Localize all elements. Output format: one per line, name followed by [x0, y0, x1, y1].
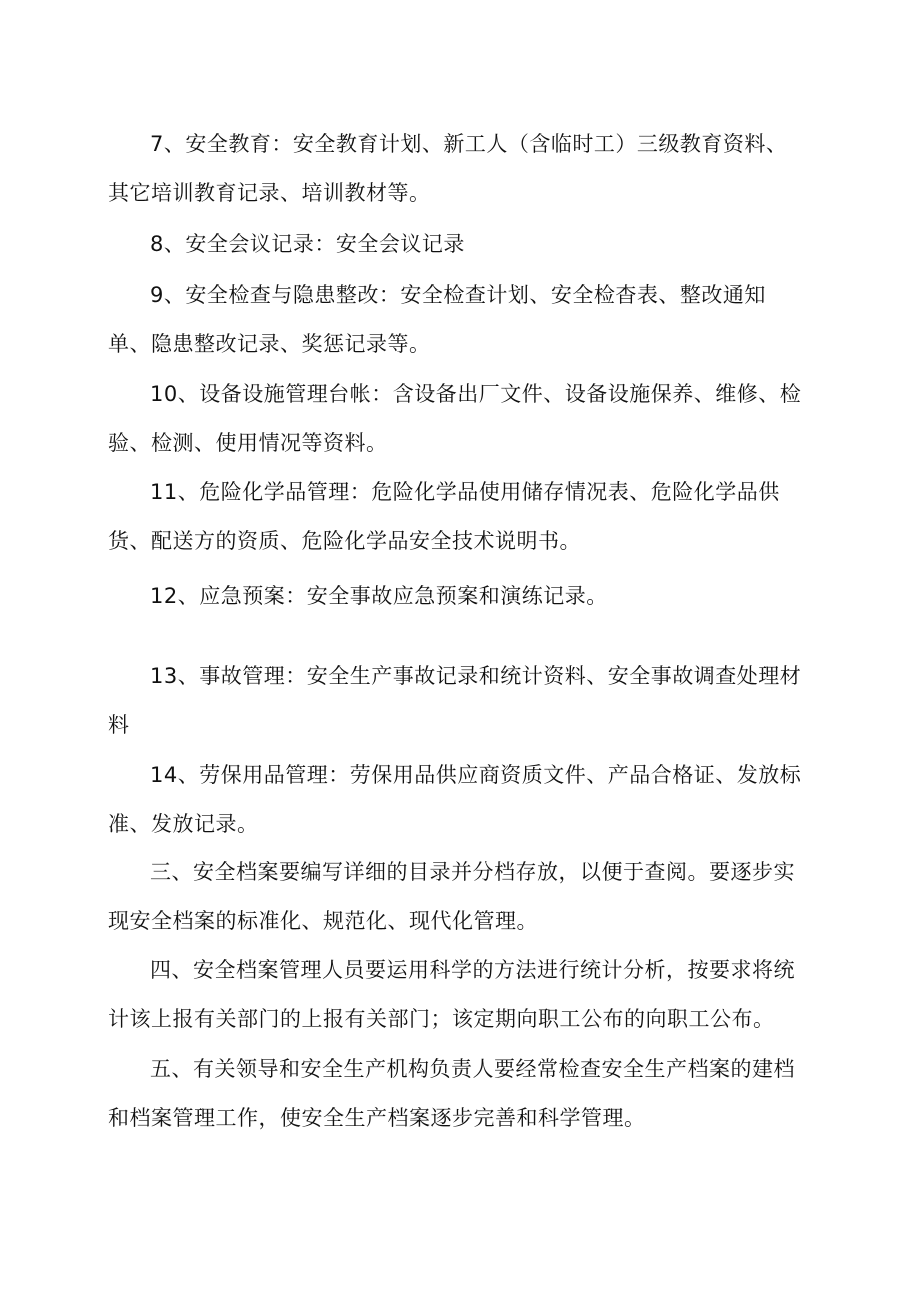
- paragraph-8-safety-meeting-records: 8、安全会议记录：安全会议记录: [150, 232, 465, 256]
- paragraph-7-safety-education: 7、安全教育：安全教育计划、新工人（含临时工）三级教育资料、其它培训教育记录、培训教材等。: [108, 132, 788, 205]
- paragraph-4-statistical-analysis: 四、安全档案管理人员要运用科学的方法进行统计分析，按要求将统计该上报有关部门的上报有关部门；该定期向职工公布的向职工公布。: [108, 958, 795, 1031]
- paragraph-10-equipment-ledger: 10、设备设施管理台帐：含设备出厂文件、设备设施保养、维修、检验、检测、使用情况等资料。: [108, 382, 802, 455]
- paragraph-11-hazardous-chemicals: 11、危险化学品管理：危险化学品使用储存情况表、危险化学品供货、配送方的资质、危险化学品安全技术说明书。: [108, 480, 780, 553]
- paragraph-5-leadership-inspection: 五、有关领导和安全生产机构负责人要经常检查安全生产档案的建档和档案管理工作，使安全生产档案逐步完善和科学管理。: [108, 1057, 795, 1130]
- paragraph-3-archive-catalog: 三、安全档案要编写详细的目录并分档存放，以便于查阅。要逐步实现安全档案的标准化、规范化、现代化管理。: [108, 860, 795, 933]
- paragraph-12-emergency-plan: 12、应急预案：安全事故应急预案和演练记录。: [150, 584, 608, 608]
- paragraph-14-protective-equipment: 14、劳保用品管理：劳保用品供应商资质文件、产品合格证、发放标准、发放记录。: [108, 763, 802, 836]
- paragraph-13-accident-management: 13、事故管理：安全生产事故记录和统计资料、安全事故调查处理材料: [108, 664, 802, 737]
- paragraph-9-safety-inspection: 9、安全检查与隐患整改：安全检查计划、安全检杳表、整改通知单、隐患整改记录、奖惩记录等。: [108, 283, 766, 356]
